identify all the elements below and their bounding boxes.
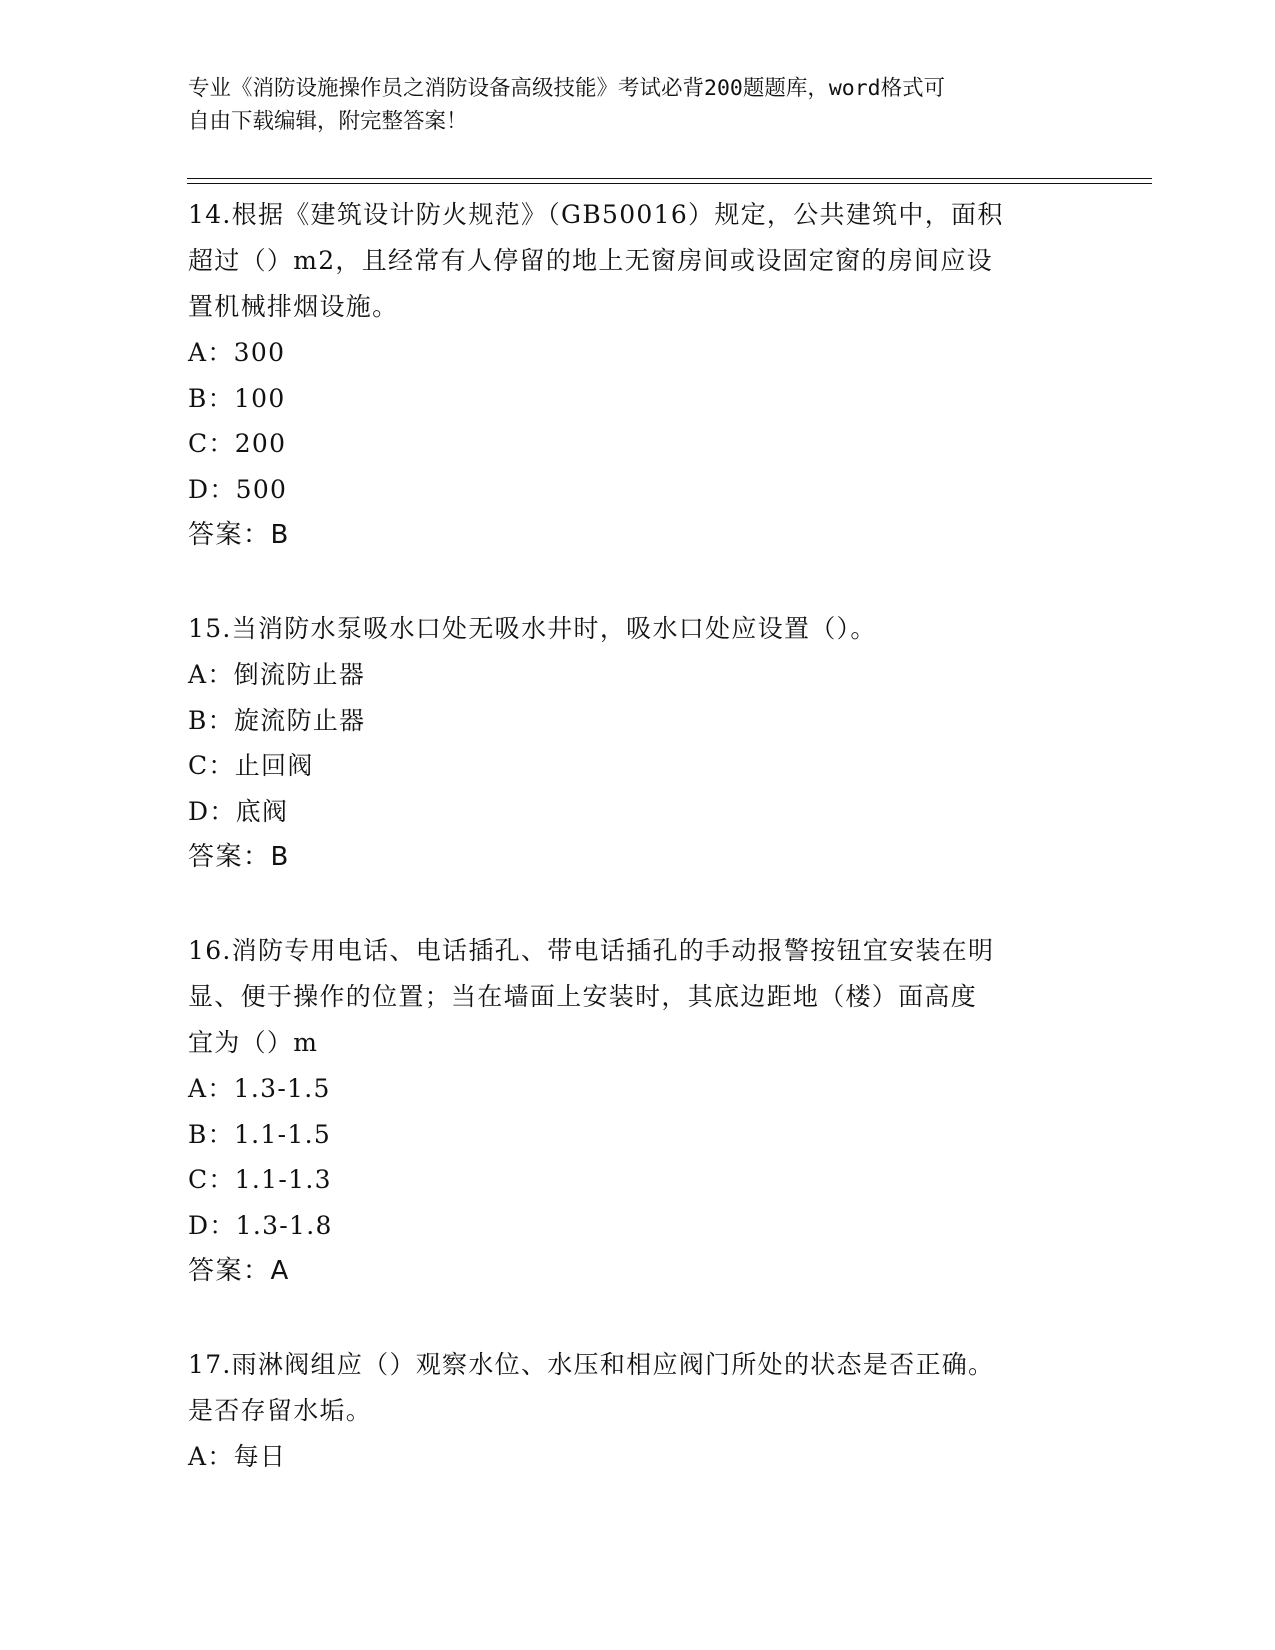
header-divider-bottom: [187, 183, 1152, 184]
option-c: C：止回阀: [188, 751, 314, 780]
option-a: A：每日: [188, 1442, 287, 1471]
option-a: A：300: [188, 338, 286, 367]
question-14: [188, 192, 1088, 558]
header-divider-top: [187, 178, 1152, 179]
option-b: B：旋流防止器: [188, 705, 366, 735]
question-text-line: 16.消防专用电话、电话插孔、带电话插孔的手动报警按钮宜安装在明: [188, 936, 995, 965]
option-d: D：1.3-1.8: [188, 1210, 333, 1240]
question-text-line: 宜为（）m: [188, 1028, 319, 1057]
document-header: [188, 72, 1068, 138]
question-text-line: 显、便于操作的位置；当在墙面上安装时，其底边距地（楼）面高度: [188, 982, 978, 1011]
question-text-line: 15.当消防水泵吸水口处无吸水井时，吸水口处应设置（）。: [188, 614, 877, 643]
header-line-1: 专业《消防设施操作员之消防设备高级技能》考试必背200题题库，word格式可: [188, 76, 946, 101]
question-16: [188, 928, 1088, 1294]
question-17: [188, 1342, 1088, 1480]
option-a: A：倒流防止器: [188, 660, 366, 689]
answer: 答案：B: [188, 842, 290, 872]
question-text-line: 是否存留水垢。: [188, 1396, 373, 1425]
answer: 答案：B: [188, 520, 290, 550]
question-spacer: [188, 558, 1088, 606]
option-a: A：1.3-1.5: [188, 1074, 331, 1103]
question-text-line: 17.雨淋阀组应（）观察水位、水压和相应阀门所处的状态是否正确。: [188, 1350, 995, 1379]
option-d: D：500: [188, 474, 288, 504]
option-b: B：1.1-1.5: [188, 1119, 332, 1149]
question-15: [188, 606, 1088, 880]
option-c: C：1.1-1.3: [188, 1165, 332, 1194]
option-b: B：100: [188, 383, 286, 413]
question-list: [188, 192, 1088, 1480]
question-text-line: 14.根据《建筑设计防火规范》（GB50016）规定，公共建筑中，面积: [188, 200, 1004, 229]
question-text-line: 超过（）m2，且经常有人停留的地上无窗房间或设固定窗的房间应设: [188, 246, 993, 275]
option-d: D：底阀: [188, 796, 289, 826]
question-spacer: [188, 1294, 1088, 1342]
header-line-2: 自由下载编辑，附完整答案！: [188, 109, 468, 134]
option-c: C：200: [188, 429, 287, 458]
question-text-line: 置机械排烟设施。: [188, 292, 399, 321]
question-spacer: [188, 880, 1088, 928]
answer: 答案：A: [188, 1256, 290, 1286]
